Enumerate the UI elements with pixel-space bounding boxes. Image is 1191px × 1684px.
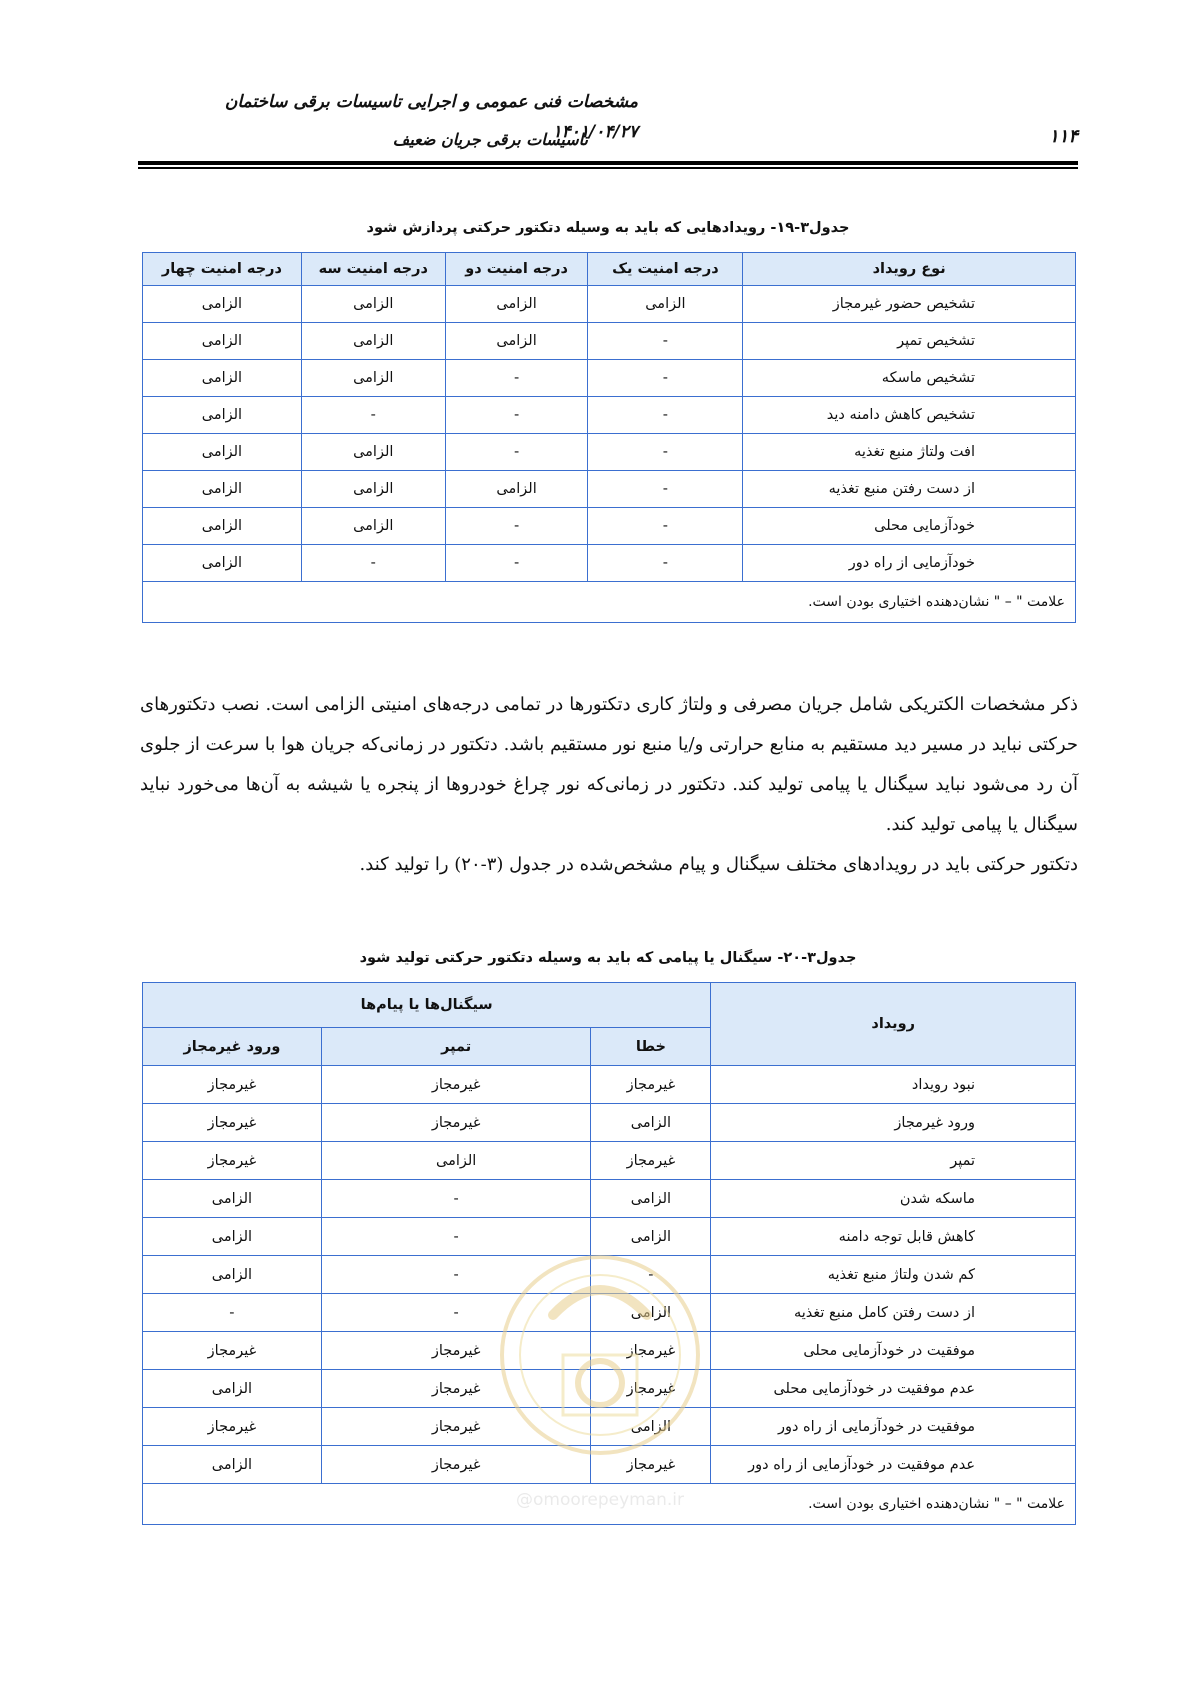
value-cell: - (445, 545, 588, 582)
value-cell: الزامی (591, 1294, 711, 1332)
event-cell: عدم موفقیت در خودآزمایی از راه دور (711, 1446, 1076, 1484)
table-row (143, 360, 1076, 397)
event-cell: نبود رویداد (711, 1066, 1076, 1104)
value-cell: الزامی (445, 286, 588, 323)
header-date: ۱۴۰۱/۰۴/۲۷ (552, 122, 638, 142)
value-cell: الزامی (301, 286, 445, 323)
table2-header-row (143, 983, 1076, 1028)
value-cell: غیرمجاز (143, 1142, 322, 1180)
event-cell: خودآزمایی از راه دور (743, 545, 1076, 582)
value-cell: - (321, 1218, 591, 1256)
table-row (143, 1142, 1076, 1180)
value-cell: الزامی (143, 1218, 322, 1256)
body-paragraph-2: دتکتور حرکتی باید در رویدادهای مختلف سیگنال و پیام مشخص‌شده در جدول (۳-۲۰) را تولید کند. (359, 854, 1078, 875)
table-row (143, 508, 1076, 545)
value-cell: الزامی (445, 471, 588, 508)
event-cell: ورود غیرمجاز (711, 1104, 1076, 1142)
table2-caption: جدول۳-۲۰- سیگنال یا پیامی که باید به وسیله دتکتور حرکتی تولید شود (359, 950, 857, 966)
page-number: ۱۱۴ (1048, 126, 1078, 147)
value-cell: - (143, 1294, 322, 1332)
table1-header-grade-1: درجه امنیت یک (588, 253, 743, 286)
value-cell: الزامی (321, 1142, 591, 1180)
table-row (143, 1066, 1076, 1104)
table2-note: علامت " – " نشان‌دهنده اختیاری بودن است. (143, 1484, 1076, 1525)
value-cell: - (588, 508, 743, 545)
header-rule-thin (138, 167, 1078, 169)
table-row (143, 1104, 1076, 1142)
table-row (143, 397, 1076, 434)
value-cell: - (321, 1180, 591, 1218)
body-text (140, 685, 1078, 885)
value-cell: الزامی (143, 286, 302, 323)
value-cell: غیرمجاز (143, 1408, 322, 1446)
value-cell: الزامی (143, 545, 302, 582)
value-cell: الزامی (445, 323, 588, 360)
value-cell: غیرمجاز (591, 1142, 711, 1180)
value-cell: غیرمجاز (591, 1066, 711, 1104)
value-cell: غیرمجاز (321, 1370, 591, 1408)
table-row (143, 545, 1076, 582)
table1-body (143, 286, 1076, 582)
event-cell: کاهش قابل توجه دامنه (711, 1218, 1076, 1256)
value-cell: الزامی (143, 471, 302, 508)
value-cell: الزامی (301, 360, 445, 397)
value-cell: الزامی (588, 286, 743, 323)
value-cell: غیرمجاز (321, 1332, 591, 1370)
value-cell: الزامی (591, 1180, 711, 1218)
value-cell: غیرمجاز (591, 1332, 711, 1370)
table2-subheader-intrusion: ورود غیرمجاز (143, 1028, 322, 1066)
event-cell: از دست رفتن کامل منبع تغذیه (711, 1294, 1076, 1332)
value-cell: - (445, 434, 588, 471)
table2-header-event: رویداد (711, 983, 1076, 1066)
value-cell: الزامی (591, 1218, 711, 1256)
event-cell: تشخیص ماسکه (743, 360, 1076, 397)
event-cell: ماسکه شدن (711, 1180, 1076, 1218)
table-row (143, 323, 1076, 360)
value-cell: الزامی (301, 323, 445, 360)
table-row (143, 434, 1076, 471)
event-cell: تمپر (711, 1142, 1076, 1180)
value-cell: الزامی (591, 1104, 711, 1142)
header-rule-thick (138, 161, 1078, 165)
table1-note: علامت " – " نشان‌دهنده اختیاری بودن است. (143, 582, 1076, 623)
table-row (143, 1180, 1076, 1218)
value-cell: الزامی (143, 434, 302, 471)
body-paragraph-1: ذکر مشخصات الکتریکی شامل جریان مصرفی و ولتاژ کاری دتکتورها در تمامی درجه‌های امنیتی الزامی است. نصب دتکتورهای حرکتی نباید در مسیر دید مستقیم به منابع حرارتی و/یا منبع نور مستقیم باشد. دتکتور در زمانی‌که جریان هوا با سرعت از جلوی آن رد می‌شود نباید سیگنال یا پیامی تولید کند. دتکتور در زمانی‌که نور چراغ خودروها از پنجره یا شیشه به آن‌ها می‌خورد نباید سیگنال یا پیامی تولید کند. (140, 694, 1078, 835)
header-title: مشخصات فنی عمومی و اجرایی تاسیسات برقی ساختمان (224, 92, 638, 112)
value-cell: - (445, 508, 588, 545)
value-cell: الزامی (143, 1446, 322, 1484)
value-cell: غیرمجاز (321, 1104, 591, 1142)
value-cell: الزامی (301, 434, 445, 471)
table2-subheader-tamper: تمپر (321, 1028, 591, 1066)
value-cell: الزامی (143, 1180, 322, 1218)
header-subtitle: تاسیسات برقی جریان ضعیف (392, 130, 588, 149)
watermark-seal (493, 1245, 708, 1545)
event-cell: کم شدن ولتاژ منبع تغذیه (711, 1256, 1076, 1294)
value-cell: غیرمجاز (143, 1104, 322, 1142)
table1-header-grade-3: درجه امنیت سه (301, 253, 445, 286)
value-cell: غیرمجاز (143, 1066, 322, 1104)
event-cell: تشخیص کاهش دامنه دید (743, 397, 1076, 434)
event-cell: از دست رفتن منبع تغذیه (743, 471, 1076, 508)
value-cell: - (445, 397, 588, 434)
table-row (143, 471, 1076, 508)
value-cell: - (321, 1256, 591, 1294)
value-cell: غیرمجاز (321, 1066, 591, 1104)
value-cell: الزامی (143, 323, 302, 360)
event-cell: خودآزمایی محلی (743, 508, 1076, 545)
page-header (138, 78, 1078, 168)
event-cell: عدم موفقیت در خودآزمایی محلی (711, 1370, 1076, 1408)
value-cell: - (301, 545, 445, 582)
event-cell: موفقیت در خودآزمایی محلی (711, 1332, 1076, 1370)
value-cell: الزامی (143, 360, 302, 397)
value-cell: - (588, 434, 743, 471)
value-cell: الزامی (143, 508, 302, 545)
value-cell: - (588, 323, 743, 360)
value-cell: غیرمجاز (321, 1408, 591, 1446)
table2-header-group: سیگنال‌ها یا پیام‌ها (143, 983, 711, 1028)
value-cell: - (321, 1294, 591, 1332)
table1 (142, 252, 1076, 623)
value-cell: - (588, 545, 743, 582)
value-cell: - (588, 471, 743, 508)
value-cell: - (588, 397, 743, 434)
watermark-text: @omoorepeyman.ir (515, 1490, 685, 1510)
table1-note-row (143, 582, 1076, 623)
value-cell: - (445, 360, 588, 397)
value-cell: الزامی (301, 471, 445, 508)
table2-subheader-fault: خطا (591, 1028, 711, 1066)
table1-header-event-type: نوع رویداد (743, 253, 1076, 286)
table1-header-row (143, 253, 1076, 286)
value-cell: - (588, 360, 743, 397)
value-cell: الزامی (301, 508, 445, 545)
value-cell: الزامی (143, 1370, 322, 1408)
table-row (143, 286, 1076, 323)
value-cell: الزامی (143, 397, 302, 434)
value-cell: الزامی (591, 1408, 711, 1446)
value-cell: غیرمجاز (143, 1332, 322, 1370)
value-cell: - (301, 397, 445, 434)
event-cell: تشخیص حضور غیرمجاز (743, 286, 1076, 323)
table1-caption: جدول۳-۱۹- رویدادهایی که باید به وسیله دتکتور حرکتی پردازش شود (366, 220, 850, 236)
table1-header-grade-4: درجه امنیت چهار (143, 253, 302, 286)
value-cell: غیرمجاز (321, 1446, 591, 1484)
value-cell: غیرمجاز (591, 1446, 711, 1484)
value-cell: الزامی (143, 1256, 322, 1294)
value-cell: غیرمجاز (591, 1370, 711, 1408)
event-cell: تشخیص تمپر (743, 323, 1076, 360)
event-cell: افت ولتاژ منبع تغذیه (743, 434, 1076, 471)
value-cell: - (591, 1256, 711, 1294)
event-cell: موفقیت در خودآزمایی از راه دور (711, 1408, 1076, 1446)
table1-header-grade-2: درجه امنیت دو (445, 253, 588, 286)
